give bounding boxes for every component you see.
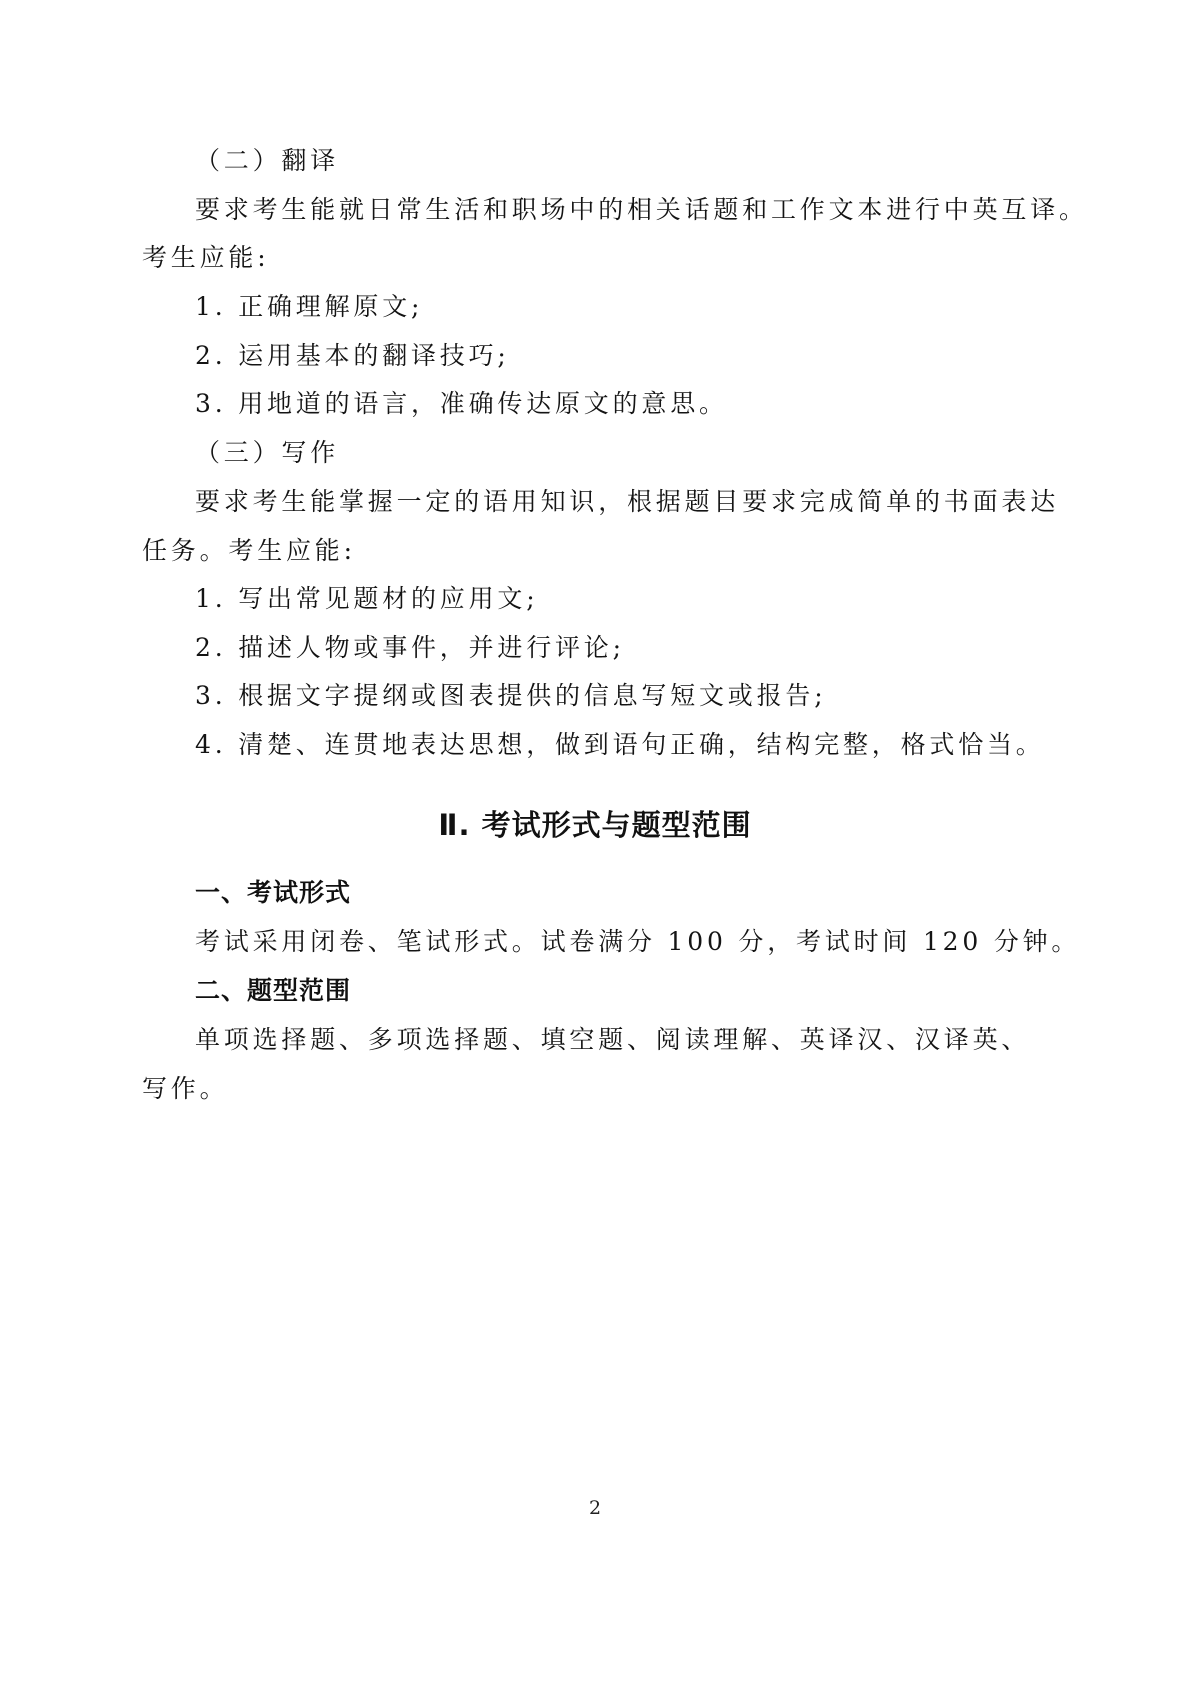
translation-intro-line-1: 要求考生能就日常生活和职场中的相关话题和工作文本进行中英互译。 — [195, 195, 1088, 224]
writing-item-1: 1. 写出常见题材的应用文; — [195, 584, 539, 613]
writing-intro-line-2: 任务。考生应能: — [142, 536, 356, 565]
exam-form-heading: 一、考试形式 — [195, 878, 352, 907]
part-2-title: Ⅱ. 考试形式与题型范围 — [438, 808, 752, 842]
question-types-text-line-1: 单项选择题、多项选择题、填空题、阅读理解、英译汉、汉译英、 — [195, 1025, 1031, 1054]
translation-item-1: 1. 正确理解原文; — [195, 292, 424, 321]
question-types-heading: 二、题型范围 — [195, 976, 352, 1005]
page-number: 2 — [588, 1497, 602, 1519]
translation-intro-line-2: 考生应能: — [142, 243, 270, 272]
writing-item-4: 4. 清楚、连贯地表达思想，做到语句正确，结构完整，格式恰当。 — [195, 730, 1045, 759]
translation-item-2: 2. 运用基本的翻译技巧; — [195, 341, 510, 370]
writing-item-3: 3. 根据文字提纲或图表提供的信息写短文或报告; — [195, 681, 827, 710]
writing-item-2: 2. 描述人物或事件，并进行评论; — [195, 633, 625, 662]
translation-item-3: 3. 用地道的语言，准确传达原文的意思。 — [195, 389, 728, 418]
writing-intro-line-1: 要求考生能掌握一定的语用知识，根据题目要求完成简单的书面表达 — [195, 487, 1060, 516]
exam-form-text: 考试采用闭卷、笔试形式。试卷满分 100 分，考试时间 120 分钟。 — [195, 927, 1081, 956]
translation-heading: （二）翻译 — [195, 146, 340, 175]
writing-heading: （三）写作 — [195, 438, 340, 467]
question-types-text-line-2: 写作。 — [142, 1074, 229, 1103]
